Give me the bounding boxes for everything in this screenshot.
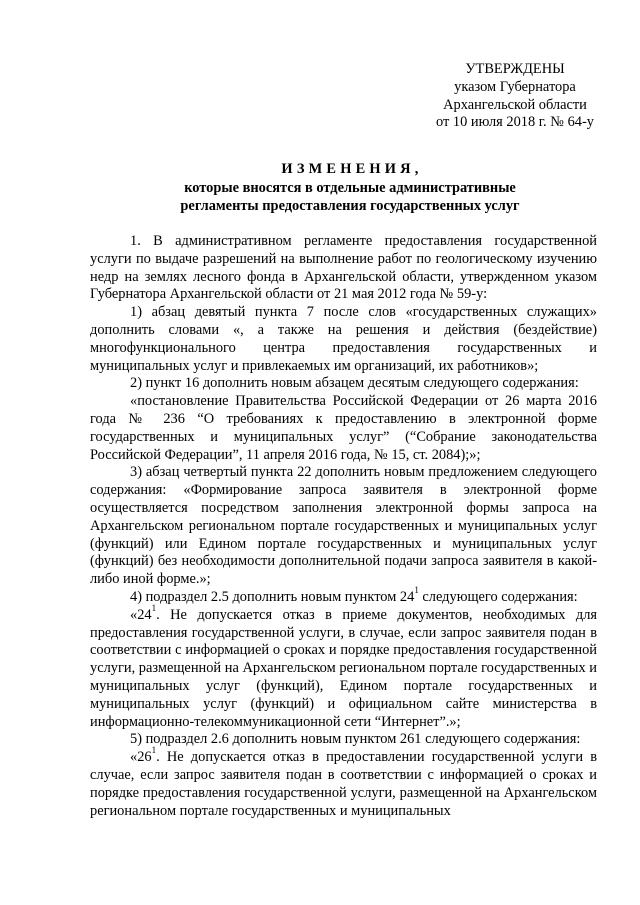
title-subtitle-line-1: которые вносятся в отдельные административные: [184, 179, 516, 196]
paragraph-text: . Не допускается отказ в предоставлении государственной услуги в случае, если запрос заявителя подан в соответствии с информацией о сроках и порядке предоставления государственной услуги, размещенной на Архангельском региональном портале государственных и муниципальных: [90, 749, 597, 819]
paragraph-text: 1) абзац девятый пункта 7 после слов «государственных служащих» дополнить словами «, а также на решения и действия (бездействие) многофункционального центра предоставления государственных и муниципальных услуг и привлекаемых им организаций, их работников»;: [90, 304, 597, 374]
paragraph-text: «постановление Правительства Российской Федерации от 26 марта 2016 года № 236 “О требованиях к предоставлению в электронной форме государственных и муниципальных услуг” (“Собрание законодательства Российской Федерации”, 11 апреля 2016 года, № 15, ст. 2084);»;: [90, 393, 597, 463]
paragraph: [90, 464, 597, 589]
paragraph: [90, 602, 597, 732]
paragraph-text: 5) подраздел 2.6 дополнить новым пунктом 261 следующего содержания:: [130, 731, 581, 748]
document-body: [90, 233, 597, 820]
paragraph: [90, 393, 597, 464]
paragraph-text: 3) абзац четвертый пункта 22 дополнить новым предложением следующего содержания: «Формирование запроса заявителя в электронной форме осуществляется посредством заполнения электронной формы запроса на Архангельском региональном портале государственных и муниципальных услуг (функций) или Едином портале государственных и муниципальных услуг (функций) без необходимости дополнительной подачи запроса заявителя в какой-либо иной форме.»;: [90, 464, 597, 588]
superscript-mark: 1: [414, 585, 419, 596]
title-subtitle-line-2: регламенты предоставления государственных услуг: [180, 198, 520, 214]
paragraph: [90, 304, 597, 375]
approval-stamp: [420, 61, 610, 132]
superscript-mark: 1: [151, 602, 157, 613]
approval-issuer: указом Губернатора: [454, 78, 576, 95]
paragraph-text: 4) подраздел 2.5 дополнить новым пунктом 24: [130, 588, 415, 605]
paragraph: [90, 585, 597, 607]
paragraph-text: «26: [130, 749, 152, 766]
approval-date-number: от 10 июля 2018 г. № 64-у: [436, 114, 594, 131]
document-title: [60, 160, 640, 216]
approval-region: Архангельской области: [443, 96, 587, 113]
title-main: ИЗМЕНЕНИЯ,: [281, 161, 423, 177]
paragraph-text: . Не допускается отказ в приеме документов, необходимых для предоставления государственной услуги, в случае, если запрос заявителя подан в соответствии с информацией о сроках и порядке предоставления государственной услуги, размещенной на Архангельском региональном портале государственных и муниципальных услуг (функций), Едином портале государственных и муниципальных услуг (функций) и официальном сайте министерства в информационно-телекоммуникационной сети “Интернет”.»;: [90, 606, 597, 730]
paragraph: [90, 731, 597, 749]
paragraph: [90, 375, 597, 393]
paragraph-text: следующего содержания:: [418, 588, 578, 605]
paragraph-text: 2) пункт 16 дополнить новым абзацем десятым следующего содержания:: [130, 375, 579, 392]
superscript-mark: 1: [151, 745, 157, 756]
paragraph: [90, 745, 597, 820]
paragraph-text: 1. В административном регламенте предоставления государственной услуги по выдаче разрешений на выполнение работ по геологическому изучению недр на землях лесного фонда в Архангельской области, утвержденном указом Губернатора Архангельской области от 21 мая 2012 года № 59-у:: [90, 233, 597, 303]
paragraph: [90, 233, 597, 304]
paragraph-text: «24: [130, 606, 152, 623]
approval-heading: УТВЕРЖДЕНЫ: [465, 61, 565, 77]
